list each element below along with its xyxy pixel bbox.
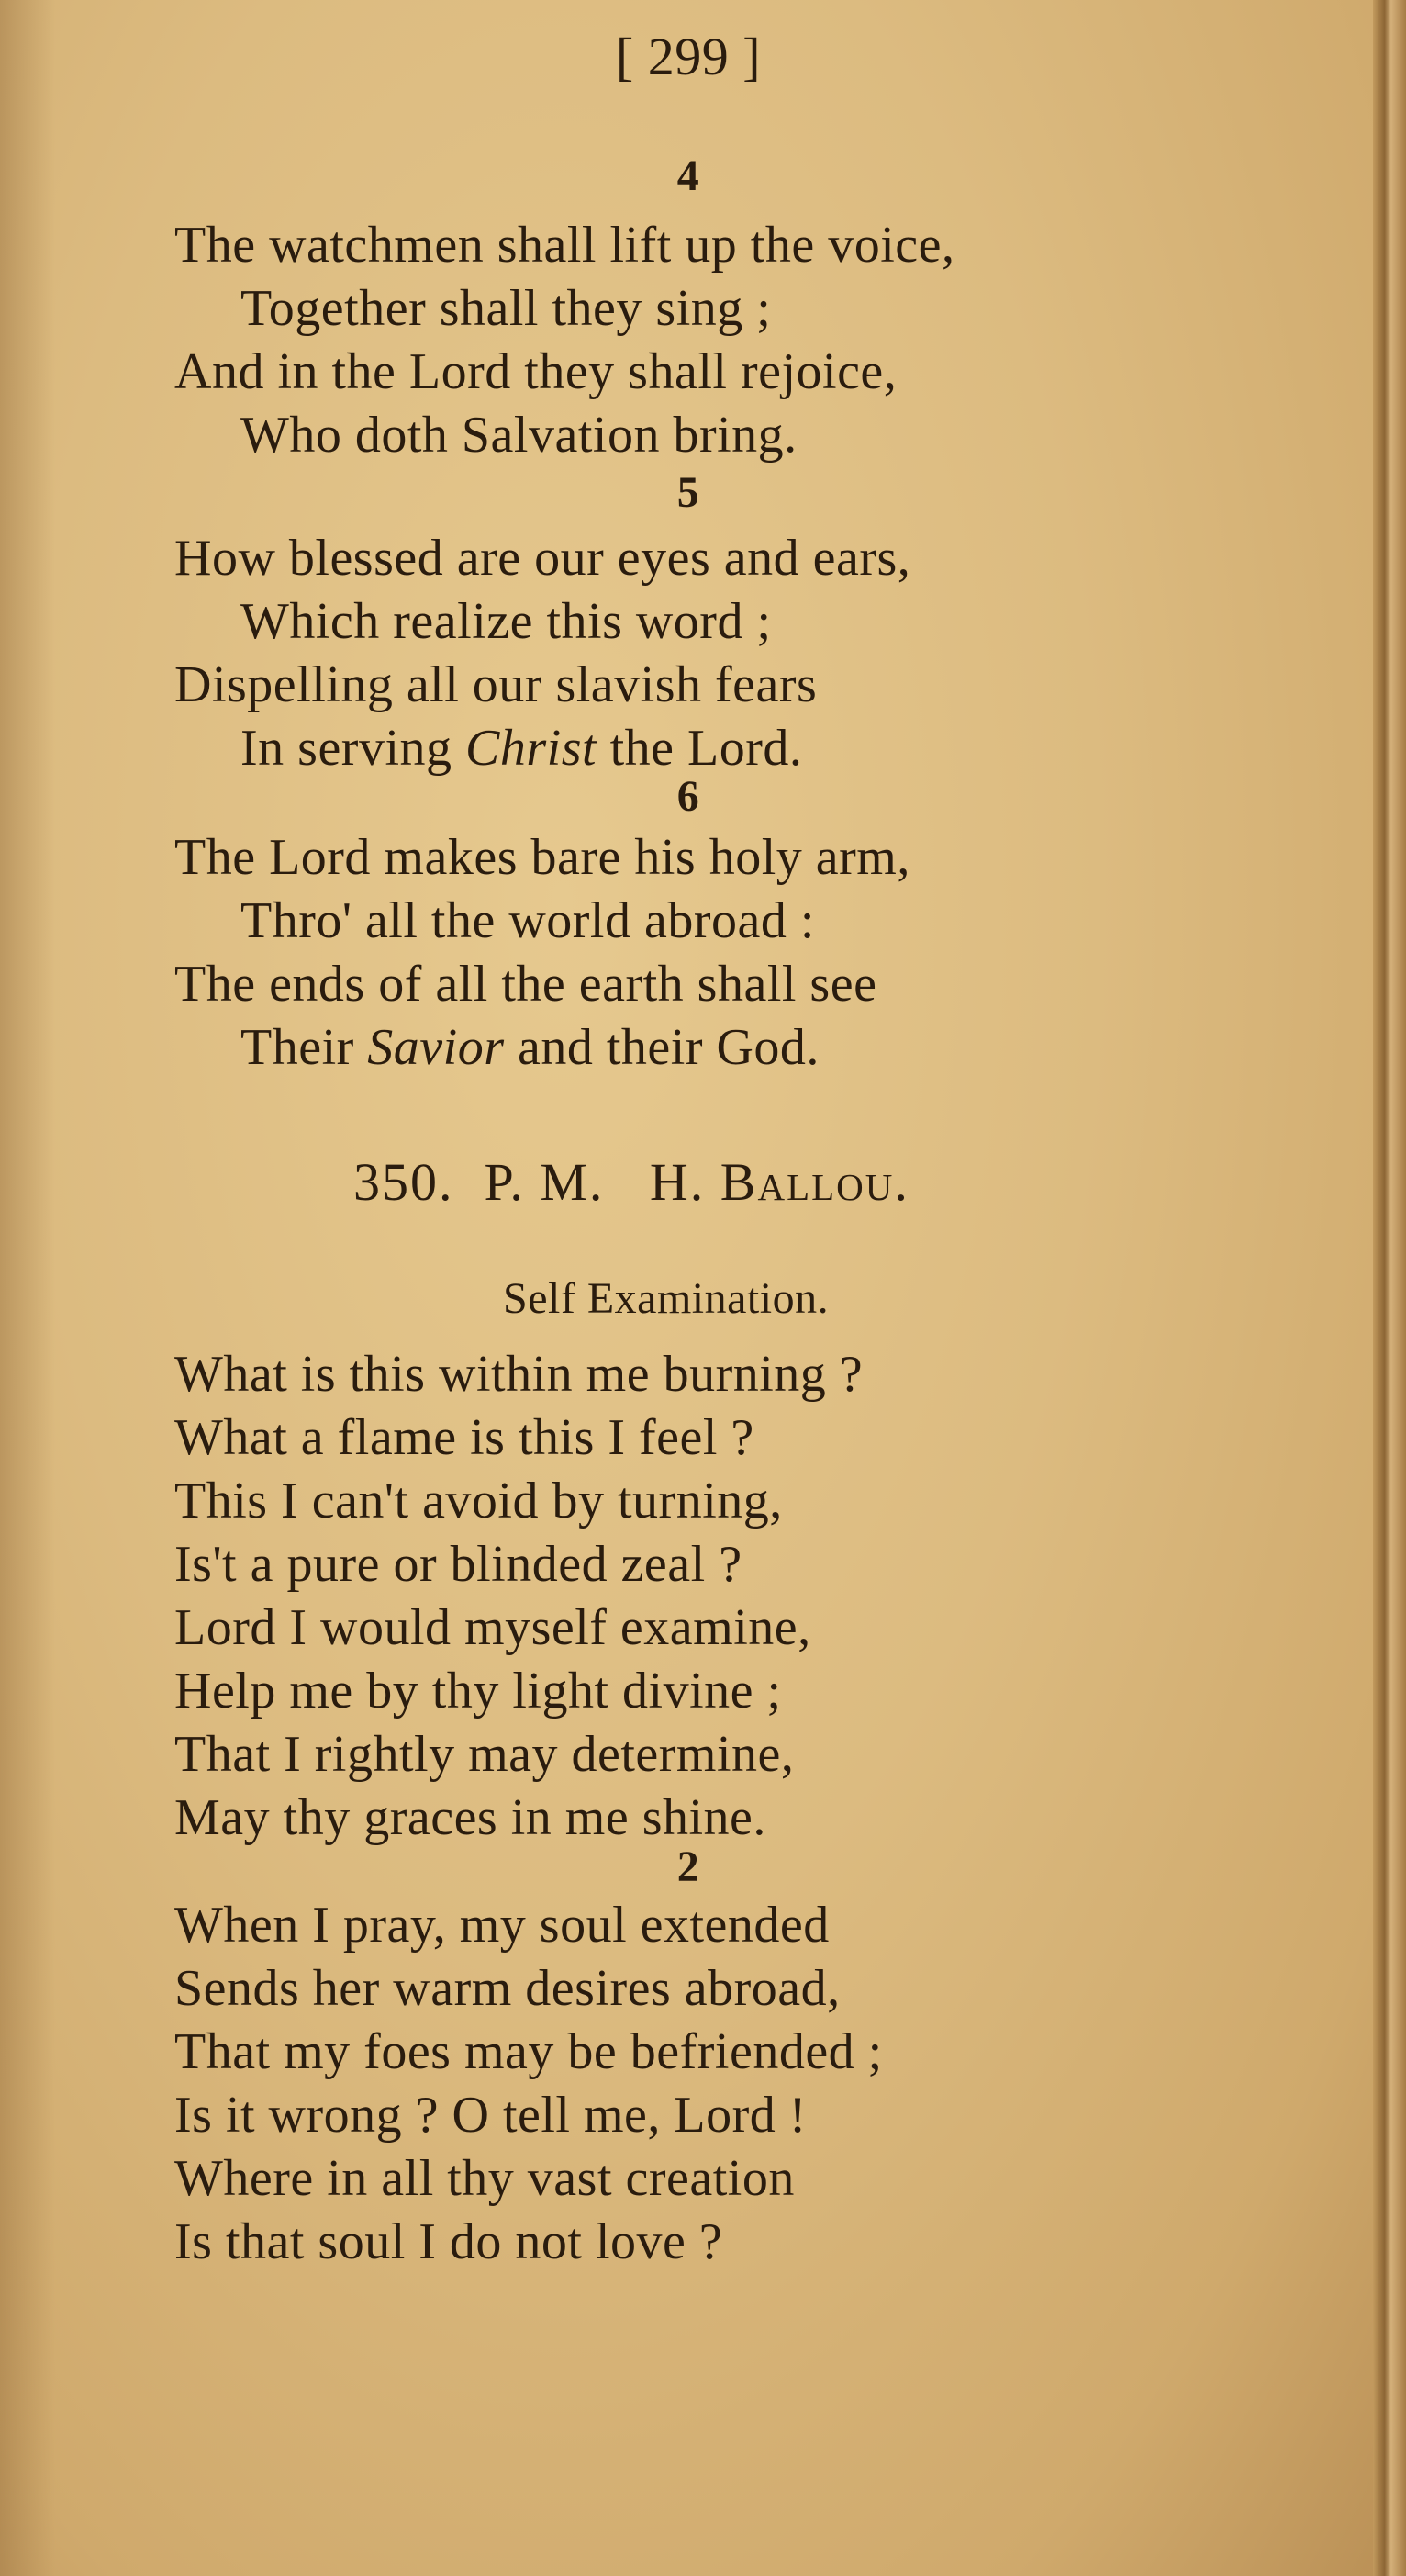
verse-line: Together shall they sing ;: [240, 280, 772, 337]
verse-line: Is't a pure or blinded zeal ?: [174, 1536, 742, 1593]
verse-line: Lord I would myself examine,: [174, 1599, 811, 1656]
verse-line: [240, 1020, 820, 1075]
hymn-number: 350.: [353, 1152, 454, 1212]
verse-line: That I rightly may determine,: [174, 1726, 795, 1783]
verse-line: The Lord makes bare his holy arm,: [174, 829, 910, 886]
page-edge-right: [1373, 0, 1406, 2576]
verse-line: May thy graces in me shine.: [174, 1789, 766, 1846]
author-surname: Ballou.: [720, 1152, 909, 1212]
verse-italic: Christ: [465, 720, 597, 777]
verse-line: The ends of all the earth shall see: [174, 956, 877, 1013]
verse-line: Thro' all the world abroad :: [240, 892, 815, 949]
page-shadow-left: [0, 0, 55, 2576]
stanza-number: 6: [676, 772, 700, 821]
verse-line: Who doth Salvation bring.: [240, 407, 798, 464]
verse-line: When I pray, my soul extended: [174, 1897, 830, 1954]
hymn-meter: P. M.: [484, 1152, 605, 1212]
verse-line: Dispelling all our slavish fears: [174, 656, 818, 713]
verse-text: Their: [240, 1019, 368, 1076]
verse-line: Where in all thy vast creation: [174, 2150, 795, 2207]
verse-line: Sends her warm desires abroad,: [174, 1960, 841, 2017]
author-initial: H.: [649, 1152, 706, 1212]
hymn-title: Self Examination.: [503, 1274, 830, 1323]
verse-line: That my foes may be befriended ;: [174, 2023, 883, 2080]
verse-italic: Savior: [367, 1019, 505, 1076]
verse-line: The watchmen shall lift up the voice,: [174, 217, 955, 274]
verse-line: Which realize this word ;: [240, 593, 772, 650]
verse-text: the Lord.: [597, 720, 803, 777]
page-number-header: [ 299 ]: [615, 27, 762, 86]
verse-line: Is that soul I do not love ?: [174, 2213, 723, 2270]
verse-line: This I can't avoid by turning,: [174, 1473, 783, 1529]
verse-text: and their God.: [504, 1019, 820, 1076]
verse-line: What a flame is this I feel ?: [174, 1409, 754, 1466]
verse-line: Is it wrong ? O tell me, Lord !: [174, 2087, 807, 2144]
verse-line: Help me by thy light divine ;: [174, 1663, 782, 1719]
verse-line: And in the Lord they shall rejoice,: [174, 343, 898, 400]
verse-line: How blessed are our eyes and ears,: [174, 530, 911, 587]
stanza-number: 4: [676, 151, 700, 200]
verse-text: In serving: [240, 720, 466, 777]
verse-line: [240, 721, 802, 776]
verse-line: What is this within me burning ?: [174, 1346, 864, 1403]
stanza-number: 5: [676, 468, 700, 517]
hymn-heading: [353, 1152, 909, 1212]
stanza-number: 2: [676, 1842, 700, 1891]
